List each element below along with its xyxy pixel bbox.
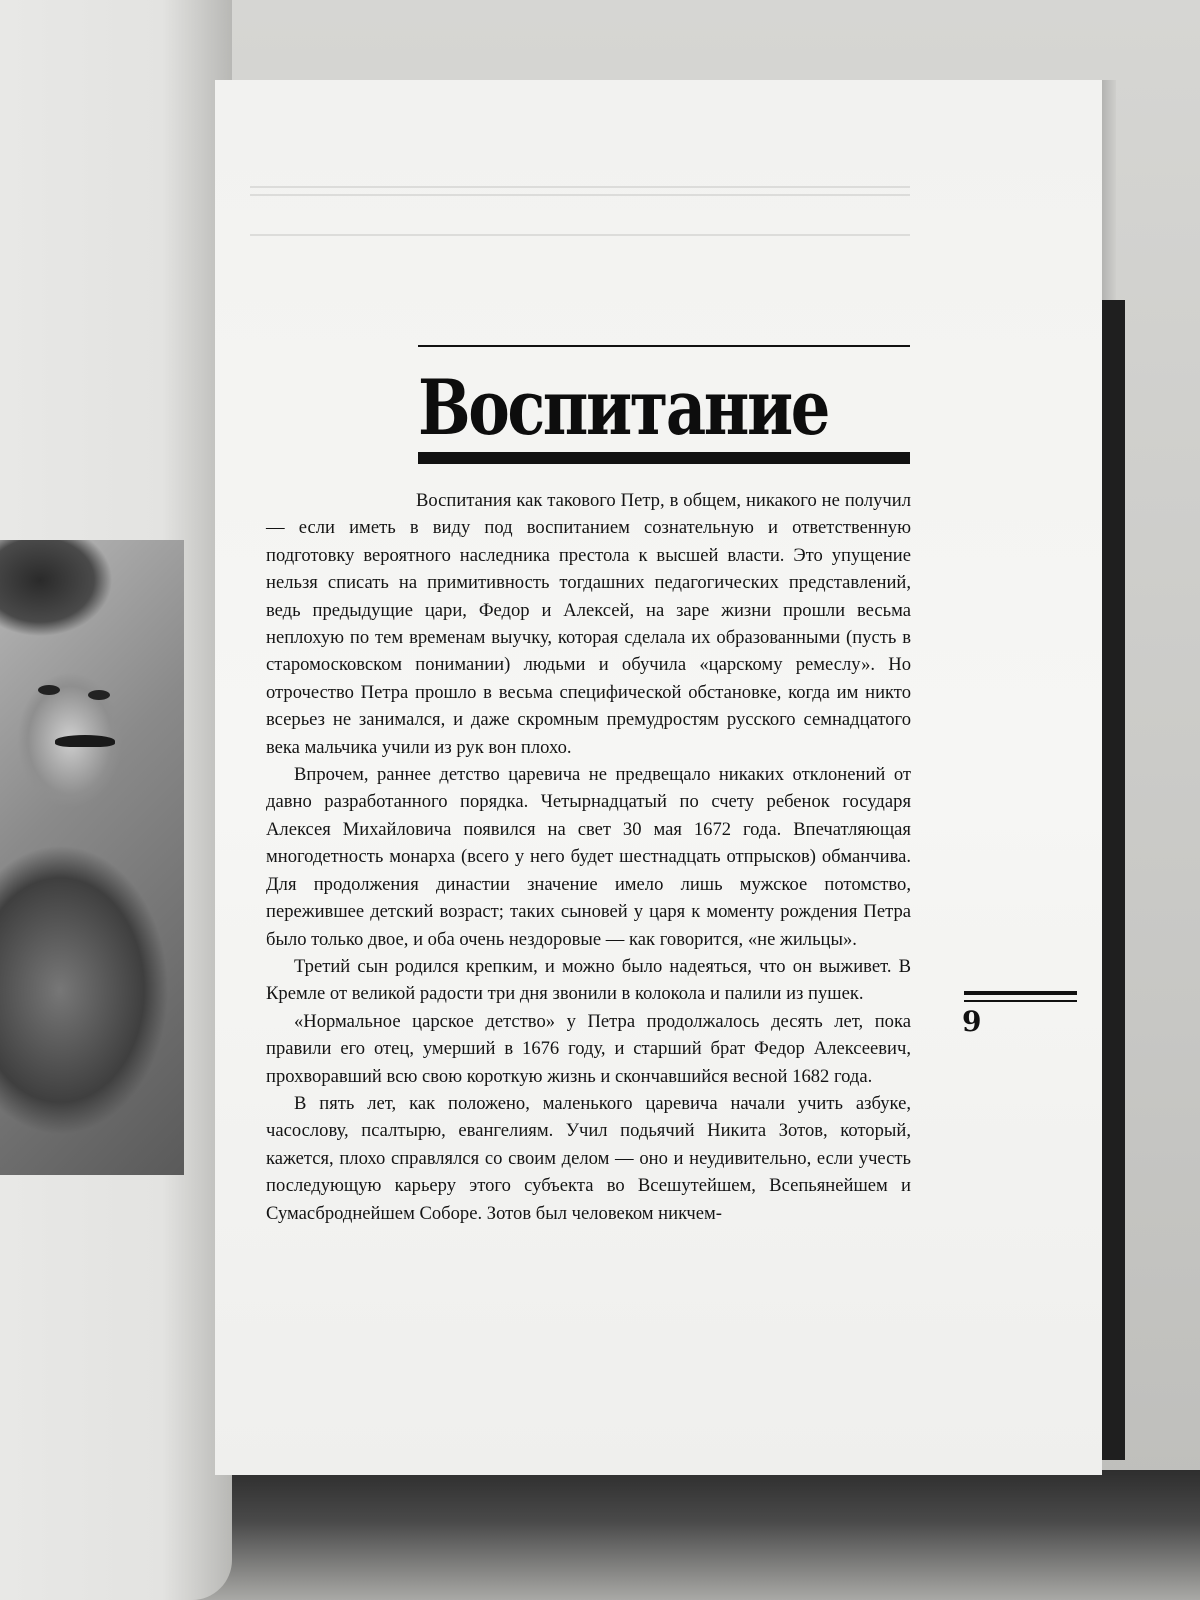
show-through-running-head <box>250 180 910 242</box>
paragraph: Впрочем, раннее детство царевича не предвещало никаких отклонений от давно разработанного порядка. Четырнадцатый по счету ребенок государя Алексея Михайловича появился на свет 30 мая 1672 года. Впечатляющая многодетность монарха (всего у него будет шестнадцать отпрысков) обманчива. Для продолжения династии значение имело лишь мужское потомство, пережившее детский возраст; таких сыновей у царя к моменту рождения Петра было только двое, и оба очень нездоровые — как говорится, «не жильцы». <box>266 764 911 950</box>
portrait-eye <box>38 685 60 695</box>
page-number-rule <box>964 1000 1077 1002</box>
portrait-mustache <box>55 735 115 747</box>
paragraph: «Нормальное царское детство» у Петра продолжалось десять лет, пока правили его отец, умерший в 1676 году, и старший брат Федор Алексеевич, прохворавший всю свою короткую жизнь и скончавшийся весной 1682 года. <box>266 1010 911 1087</box>
paragraph: В пять лет, как положено, маленького царевича начали учить азбуке, часослову, псалтырю, евангелиям. Учил подьячий Никита Зотов, который, кажется, плохо справлялся со своим делом — оно и неудивительно, если учесть последующую карьеру этого субъекта во Всешутейшем, Всепьянейшем и Сумасброднейшем Соборе. Зотов был человеком никчем- <box>266 1092 911 1224</box>
left-page <box>0 0 232 1600</box>
body-text <box>266 487 911 1227</box>
page-number-rule <box>964 991 1077 995</box>
portrait-hair <box>0 540 120 660</box>
portrait-illustration <box>0 540 184 1175</box>
portrait-eye <box>88 690 110 700</box>
book-shadow <box>150 1470 1200 1600</box>
chapter-title: Воспитание <box>418 363 828 452</box>
paragraph: Воспитания как такового Петр, в общем, никакого не получил — если иметь в виду под воспитанием сознательную и ответственную подготовку вероятного наследника престола к высшей власти. Это упущение нельзя списать на примитивность тогдашних педагогических представлений, ведь предыдущие цари, Федор и Алексей, на заре жизни прошли весьма неплохую по тем временам выучку, которая сделала их образованными (пусть в старомосковском понимании) людьми и обучила «царскому ремеслу». Но отрочество Петра прошло в весьма специфической обстановке, когда им никто всерьез не занимался, и даже скромным премудростям русского семнадцатого века мальчика учили из рук вон плохо. <box>266 490 911 758</box>
title-rule-bottom <box>418 452 910 464</box>
title-rule-top <box>418 345 910 347</box>
paragraph: Третий сын родился крепким, и можно было надеяться, что он выживет. В Кремле от великой радости три дня звонили в колокола и палили из пушек. <box>266 955 911 1005</box>
page-number: 9 <box>962 1005 982 1038</box>
